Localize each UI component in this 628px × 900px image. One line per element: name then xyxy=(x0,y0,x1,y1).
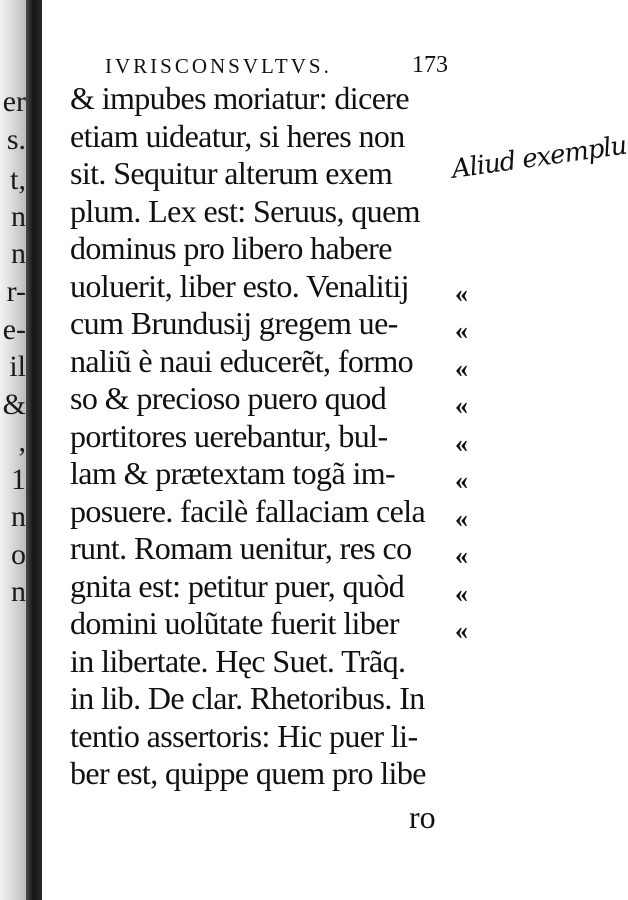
facing-page-fragment: , xyxy=(18,425,26,458)
text-line: uoluerit, liber esto. Venalitij xyxy=(70,267,409,304)
facing-page-fragment: il xyxy=(9,350,26,383)
text-line: naliũ è naui educerẽt, formo xyxy=(70,342,414,379)
facing-page-fragment: er xyxy=(2,85,26,118)
text-line: domini uolũtate fuerit liber xyxy=(70,605,399,641)
catchword: ro xyxy=(409,799,436,835)
text-line: in lib. De clar. Rhetoribus. In xyxy=(70,680,425,716)
text-line: so & precioso puero quod xyxy=(70,380,387,416)
handwritten-margin-note: Aliud exemplu xyxy=(449,130,628,185)
text-line: etiam uideatur, si heres non xyxy=(70,117,405,154)
margin-quote-mark: « xyxy=(455,504,468,533)
facing-page-fragment: n xyxy=(11,237,26,270)
facing-page-fragment: r- xyxy=(6,275,26,308)
margin-quote-mark: « xyxy=(455,616,468,645)
margin-quote-mark: « xyxy=(455,466,468,495)
text-line: ber est, quippe quem pro libe xyxy=(70,755,426,791)
facing-page-fragment: o xyxy=(11,538,26,571)
body-text xyxy=(70,80,450,793)
margin-quote-mark: « xyxy=(455,279,468,308)
text-line: posuere. facilè fallaciam cela xyxy=(70,492,426,529)
text-line: gnita est: petitur puer, quòd xyxy=(70,567,405,604)
margin-quote-mark: « xyxy=(455,429,468,458)
text-line: plum. Lex est: Seruus, quem xyxy=(70,192,420,229)
facing-page-fragment: 1 xyxy=(11,463,26,496)
page-number: 173 xyxy=(412,52,448,78)
text-line: lam & prætextam togã im- xyxy=(70,455,396,491)
book-spine-shadow xyxy=(26,0,42,900)
text-line: dominus pro libero habere xyxy=(70,230,392,266)
text-line: cum Brundusij gregem ue- xyxy=(70,305,398,341)
facing-page-fragment: n xyxy=(11,575,26,608)
facing-page-fragment: & xyxy=(2,388,26,421)
text-line: tentio assertoris: Hic puer li- xyxy=(70,717,418,754)
facing-page-fragment: s. xyxy=(6,123,26,156)
text-line: runt. Romam uenitur, res co xyxy=(70,530,412,566)
book-gutter xyxy=(0,0,42,900)
text-line: in libertate. Hęc Suet. Trãq. xyxy=(70,642,406,679)
margin-quote-mark: « xyxy=(455,391,468,420)
margin-quote-mark: « xyxy=(455,541,468,570)
facing-page-fragment: n xyxy=(11,500,26,533)
running-head: IVRISCONSVLTVS. xyxy=(105,54,332,78)
margin-quote-mark: « xyxy=(455,316,468,345)
text-line: & impubes moriatur: dicere xyxy=(70,80,409,116)
facing-page-fragment: e- xyxy=(2,313,26,346)
margin-quote-mark: « xyxy=(455,354,468,383)
margin-quote-mark: « xyxy=(455,579,468,608)
facing-page-fragment: n xyxy=(11,200,26,233)
text-line: sit. Sequitur alterum exem xyxy=(70,155,393,191)
facing-page-text-fragments xyxy=(0,0,26,900)
text-line: portitores uerebantur, bul- xyxy=(70,417,388,454)
facing-page-fragment: t, xyxy=(10,163,26,196)
